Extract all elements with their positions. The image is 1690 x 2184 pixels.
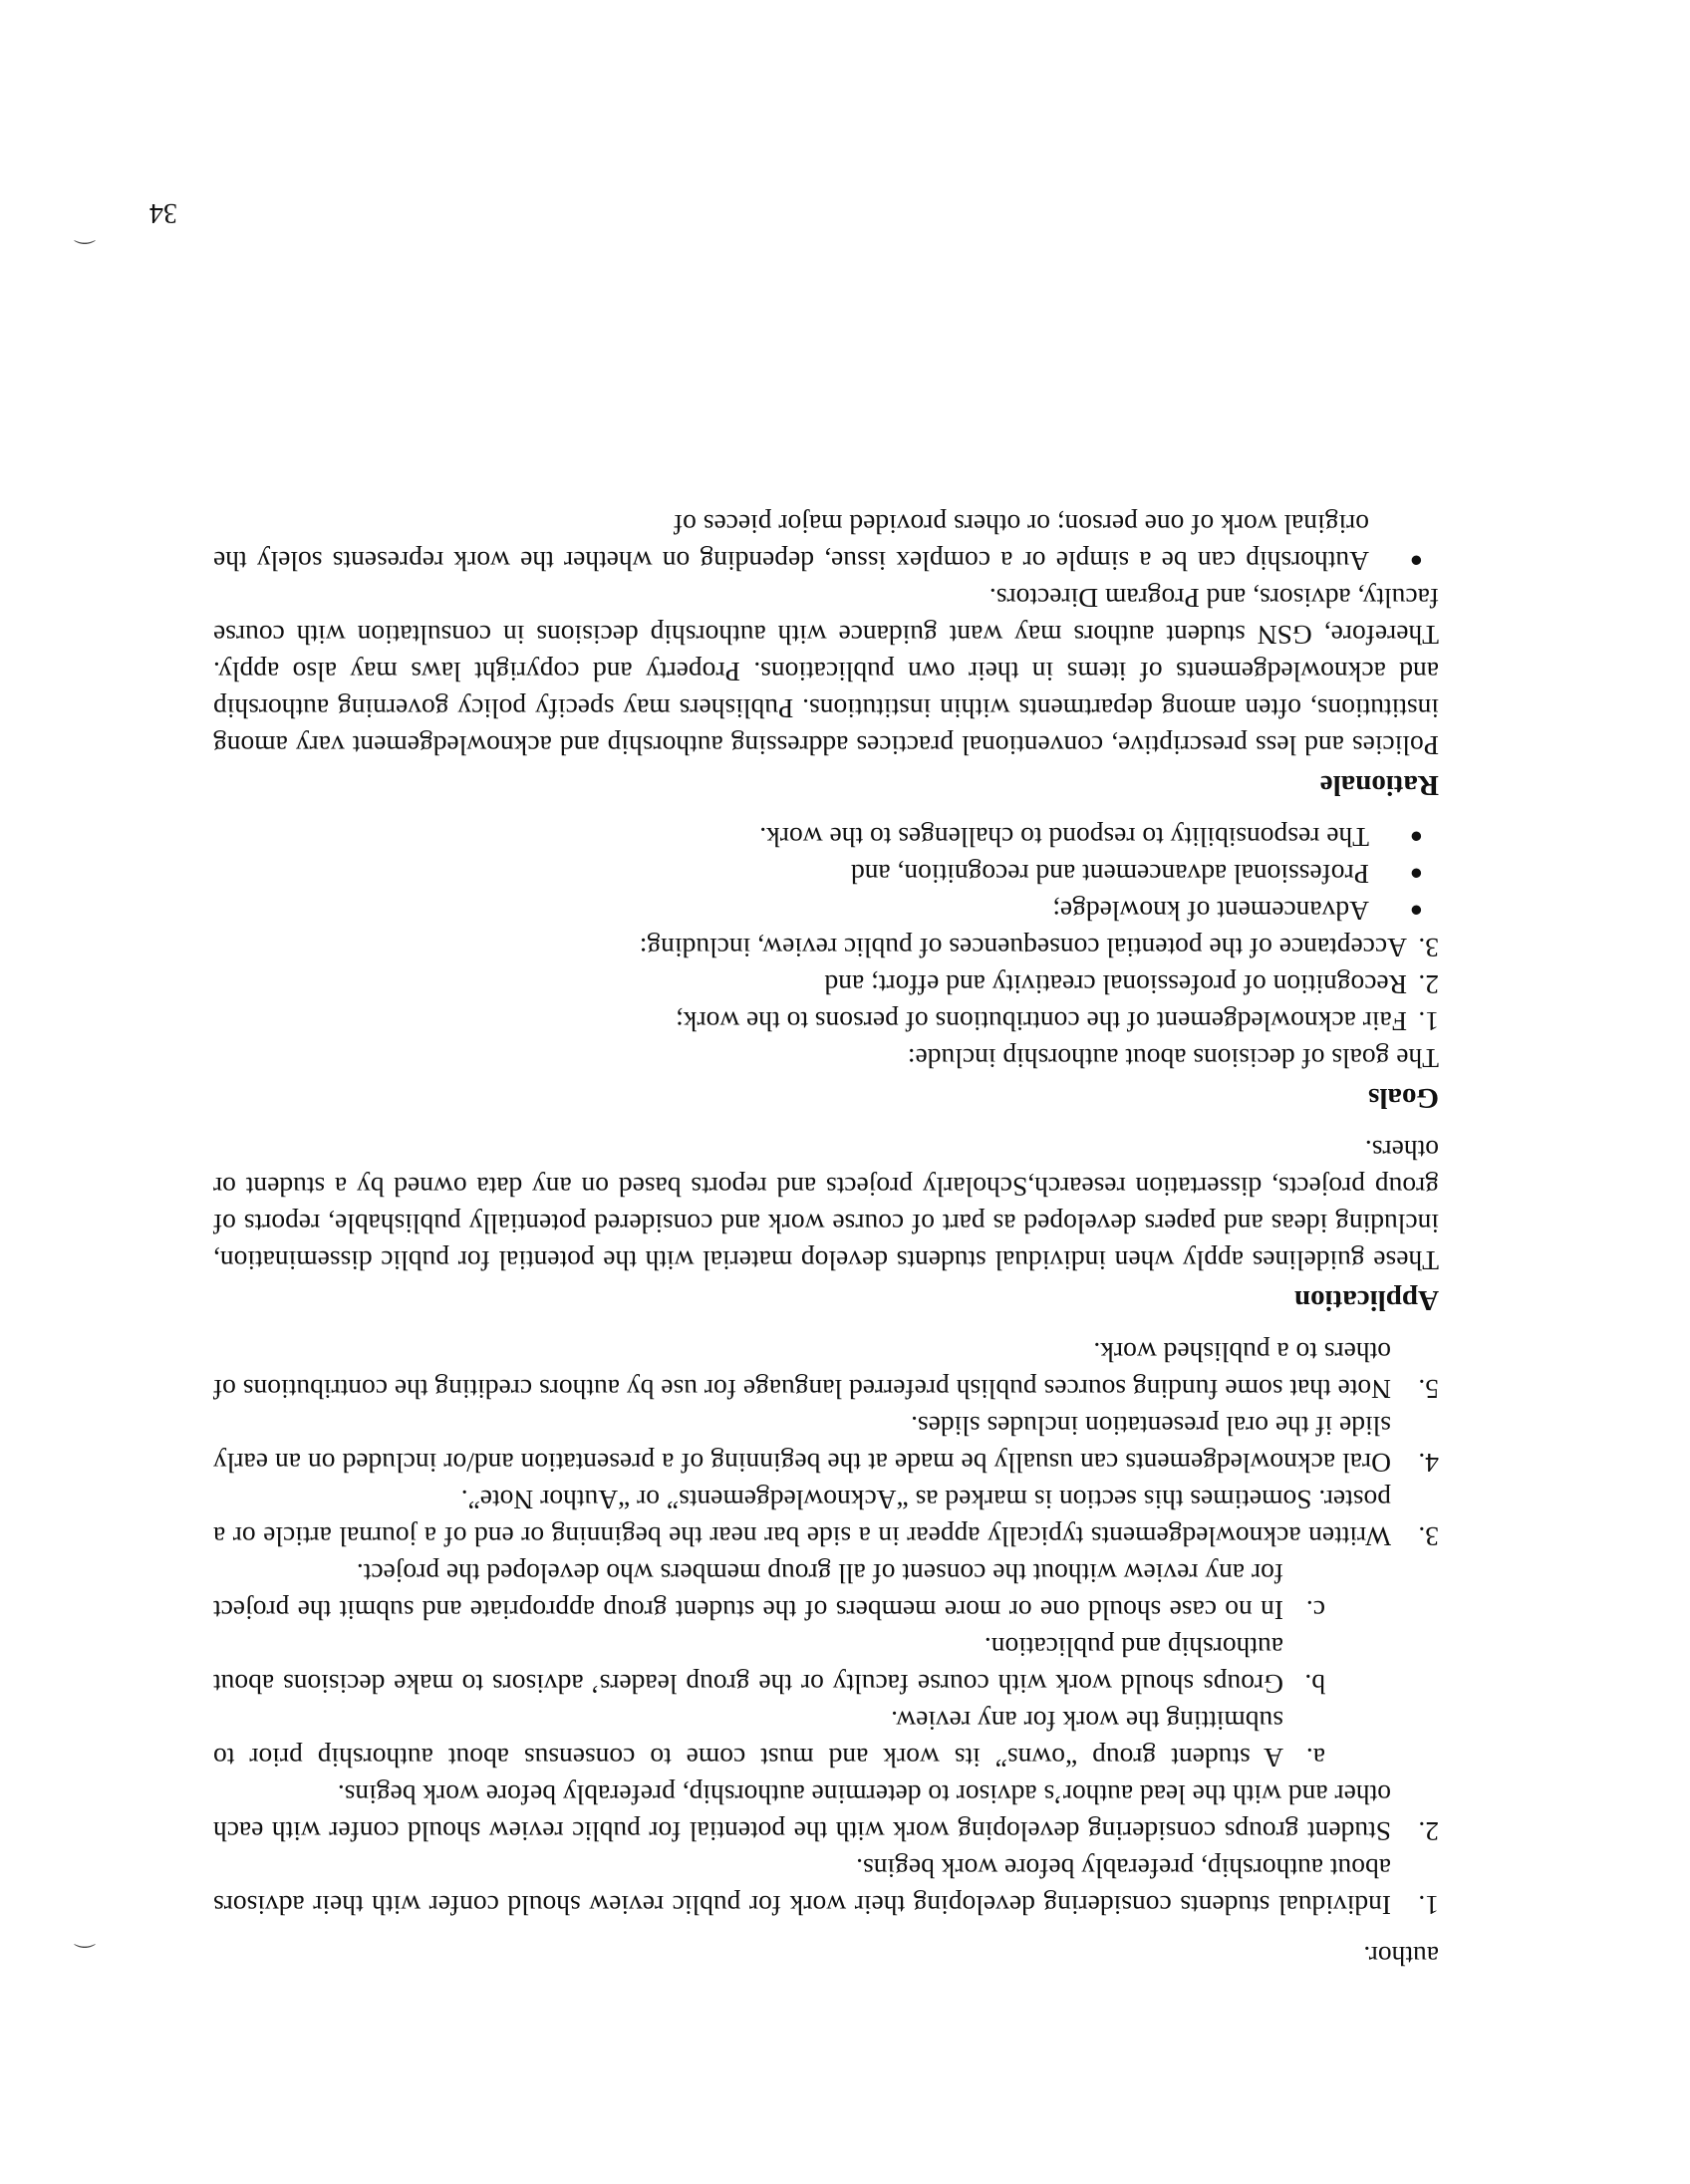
page-number: 34 [149,197,177,228]
goal-bullet [213,819,1423,856]
sub-list-text: In no case should one or more members of the student group appropriate and submit the project for any review without the consent of all group members who developed the project. [213,1558,1283,1626]
goal-text: Acceptance of the potential consequences of public review, including: [639,933,1407,963]
rationale-text: Policies and less prescriptive, conventional practices addressing authorship and acknowledgement vary among institutions, often among departments within institutions. Publishers may specify policy governing authorship and acknowledgements of items in their own publications. Property and copyright laws may also apply. Therefore, GSN student authors may want guidance with authorship decisions in consultation with course faculty, advisors, and Program Directors. [213,583,1439,761]
rationale-bullet-text: Authorship can be a simple or a complex issue, depending on whether the work represents solely the original work of one person; or others provided major pieces of [213,509,1369,577]
sub-list-letter: a. [1305,1743,1325,1774]
sub-list-letter: c. [1305,1595,1325,1626]
goal-text: Recognition of professional creativity and effort; and [824,969,1407,1000]
goal-bullet-text: Professional advancement and recognition, and [850,859,1369,890]
list-text: Written acknowledgements typically appear in a side bar near the beginning or end of a journal article or a poster. Sometimes this section is marked as “Acknowledgements” or “Author Note”. [213,1485,1391,1552]
list-number: 3. [1418,1521,1439,1552]
goal-bullet-text: Advancement of knowledge; [1052,896,1369,927]
goals-heading: Goals [1368,1082,1439,1114]
list-number: 4. [1418,1448,1439,1479]
goals-intro: The goals of decisions about authorship include: [907,1043,1439,1074]
authorship-list [213,1334,1439,1924]
list-number: 5. [1418,1374,1439,1405]
goal-number: 2. [1418,969,1439,1000]
sub-list-item [213,1629,1325,1703]
list-text: Individual students considering developing their work for public review should confer with their advisors about authorship, preferably before work begins. [213,1853,1391,1921]
rationale-heading: Rationale [1319,769,1439,801]
sub-list-letter: b. [1304,1669,1325,1700]
application-heading: Application [1293,1284,1439,1316]
bullet-icon: ● [1409,549,1423,574]
list-item [213,1334,1439,1408]
list-item [213,1850,1439,1924]
list-number: 1. [1418,1890,1439,1921]
list-item [213,1408,1439,1482]
list-number: 2. [1418,1816,1439,1847]
goal-number: 3. [1418,933,1439,963]
list-text: Note that some funding sources publish preferred language for use by authors crediting the contributions of others to a published work. [213,1337,1391,1405]
list-item [213,1776,1439,1850]
scan-mark: ⌒ [73,220,96,245]
list-text: Student groups considering developing work with the potential for public review should confer with each other and with the lead author’s advisor to determine authorship, preferably before work begins. [213,1779,1391,1847]
goal-number: 1. [1418,1006,1439,1037]
goal-item [213,966,1439,1003]
continued-text: author. [1363,1941,1439,1972]
goal-bullet-text: The responsibility to respond to challenges to the work. [759,822,1369,853]
list-item [213,1482,1439,1555]
goal-text: Fair acknowledgement of the contributions of persons to the work; [676,1006,1407,1037]
rationale-bullet [213,506,1423,580]
bullet-icon: ● [1409,825,1423,850]
sub-list-text: Groups should work with course faculty or the group leaders’ advisors to make decisions about authorship and publication. [213,1632,1283,1700]
scan-mark: ⌒ [73,1924,96,1949]
goal-item [213,1003,1439,1040]
goal-bullet [213,856,1423,893]
sub-list-text: A student group “owns” its work and must come to consensus about authorship prior to submitting the work for any review. [213,1706,1283,1774]
sub-list-item [213,1555,1325,1629]
page-content [213,506,1439,1975]
goal-bullet [213,893,1423,930]
list-text: Oral acknowledgements can usually be made at the beginning of a presentation and/or included on an early slide if the oral presentation includes slides. [213,1411,1391,1479]
bullet-icon: ● [1409,862,1423,887]
sub-list-item [213,1703,1325,1776]
bullet-icon: ● [1409,899,1423,924]
goal-item [213,930,1439,966]
application-text: These guidelines apply when individual students develop material with the potential for public dissemination, including ideas and papers developed as part of course work and considered potentially publishable, reports of group projects, dissertation research,Scholarly projects and reports based on any data owned by a student or others. [213,1135,1439,1276]
